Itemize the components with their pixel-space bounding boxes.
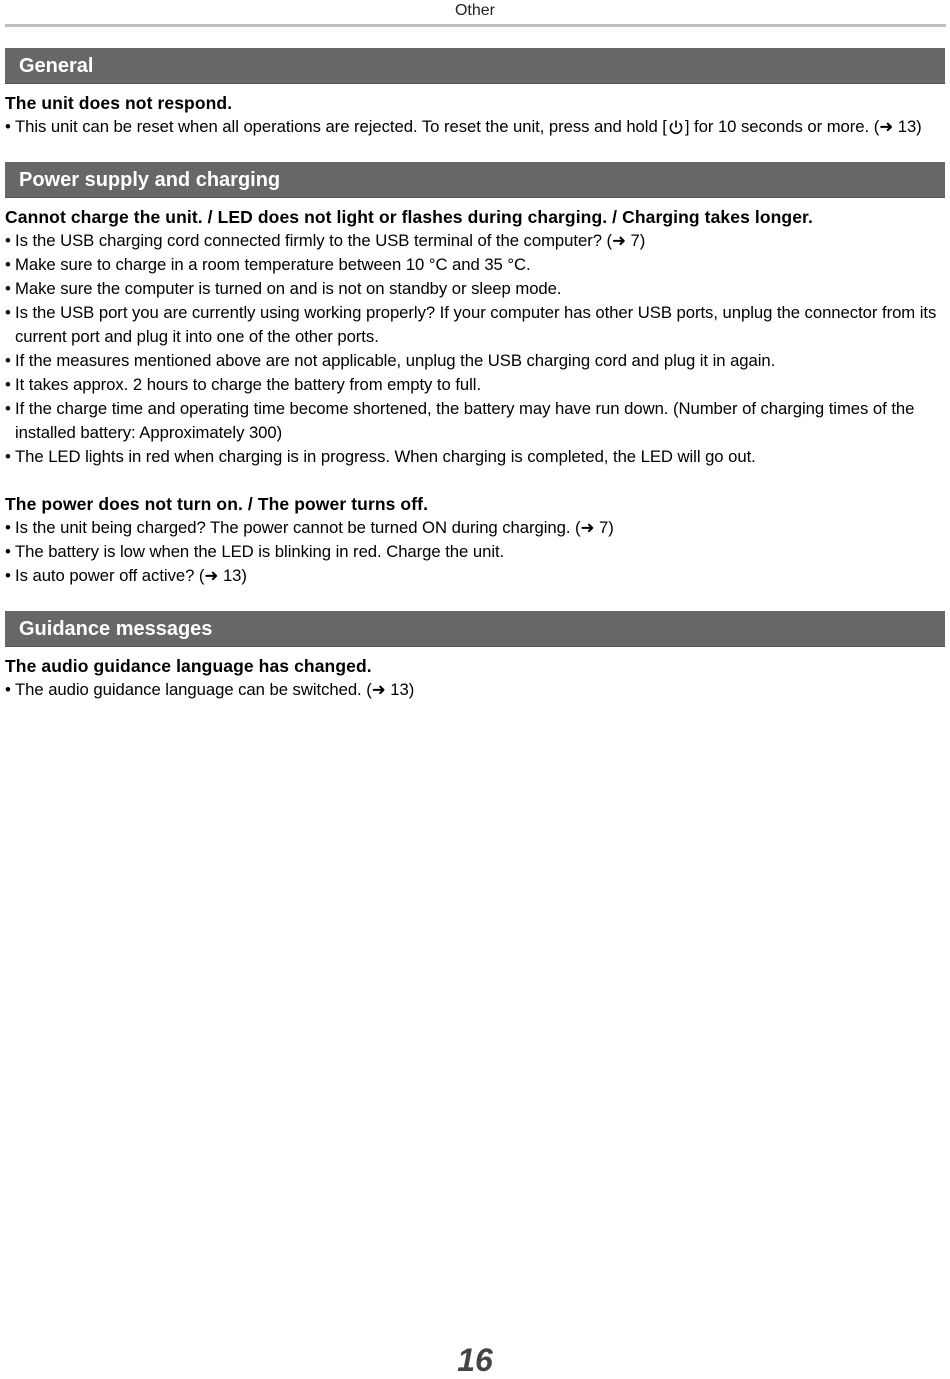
spacer <box>5 469 945 492</box>
bullet-item: • Is auto power off active? (➜ 13) <box>5 564 945 588</box>
topic-title: The audio guidance language has changed. <box>5 656 372 676</box>
power-icon <box>668 118 684 134</box>
bullet-list <box>5 678 945 702</box>
bullet-item: • Is the USB charging cord connected firmly to the USB terminal of the computer? (➜ 7) <box>5 229 945 253</box>
bullet-item: • The battery is low when the LED is blinking in red. Charge the unit. <box>5 540 945 564</box>
bullet-text-before-icon: This unit can be reset when all operations are rejected. To reset the unit, press and hold [ <box>15 117 667 136</box>
topic <box>5 91 945 139</box>
bullet-text-after-icon: ] for 10 seconds or more. (➜ 13) <box>684 117 922 136</box>
bullet-list <box>5 115 945 139</box>
topic-title: Cannot charge the unit. / LED does not light or flashes during charging. / Charging takes longer. <box>5 207 813 227</box>
bullet-item: • The audio guidance language can be switched. (➜ 13) <box>5 678 945 702</box>
section-heading: General <box>5 48 945 84</box>
bullet-item <box>5 115 945 139</box>
bullet-item: • It takes approx. 2 hours to charge the battery from empty to full. <box>5 373 945 397</box>
bullet-item: • If the charge time and operating time become shortened, the battery may have run down. (Number of charging times of the installed battery: Approximately 300) <box>5 397 945 445</box>
topic-title: The unit does not respond. <box>5 93 233 113</box>
page-content <box>5 48 945 702</box>
bullet-item: • Make sure the computer is turned on and is not on standby or sleep mode. <box>5 277 945 301</box>
spacer <box>5 139 945 162</box>
topic <box>5 492 945 588</box>
bullet-item: • The LED lights in red when charging is in progress. When charging is completed, the LED will go out. <box>5 445 945 469</box>
bullet-item: • Is the unit being charged? The power cannot be turned ON during charging. (➜ 7) <box>5 516 945 540</box>
section-general <box>5 48 945 139</box>
section-heading: Guidance messages <box>5 611 945 647</box>
topic <box>5 654 945 702</box>
section-power-supply <box>5 162 945 588</box>
topic <box>5 205 945 469</box>
bullet-item: • Make sure to charge in a room temperature between 10 °C and 35 °C. <box>5 253 945 277</box>
bullet-list <box>5 516 945 588</box>
topic-title: The power does not turn on. / The power turns off. <box>5 494 429 514</box>
spacer <box>5 588 945 611</box>
page-number: 16 <box>457 1342 493 1378</box>
section-guidance-messages <box>5 611 945 702</box>
header-divider <box>5 24 946 27</box>
bullet-item: • Is the USB port you are currently using working properly? If your computer has other USB ports, unplug the connector from its current port and plug it into one of the other ports. <box>5 301 945 349</box>
bullet-list <box>5 229 945 469</box>
bullet-item: • If the measures mentioned above are not applicable, unplug the USB charging cord and plug it in again. <box>5 349 945 373</box>
running-header-section-label: Other <box>454 2 495 19</box>
section-heading: Power supply and charging <box>5 162 945 198</box>
